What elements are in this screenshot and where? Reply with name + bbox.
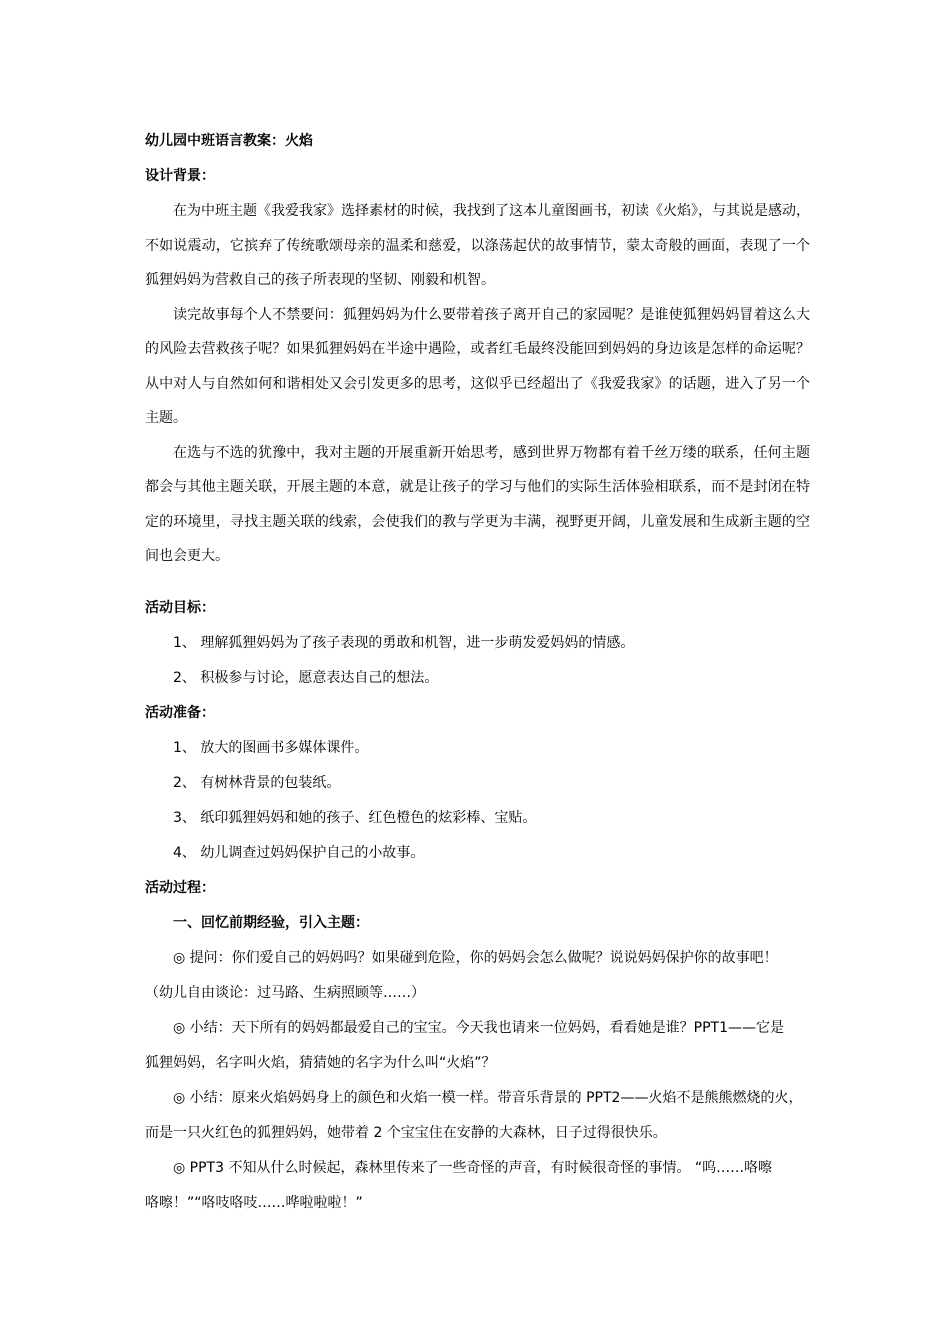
prep-item-2: 2、 有树林背景的包装纸。 [173, 774, 341, 791]
background-paragraph-1: 在为中班主题《我爱我家》选择素材的时候，我找到了这本儿童图画书，初读《火焰》，与其说是感动，不如说震动，它摈弃了传统歌颂母亲的温柔和慈爱，以涤荡起伏的故事情节，蒙太奇般的画面，表现了一个狐狸妈妈为营救自己的孩子所表现的坚韧、刚毅和机智。 [145, 203, 810, 288]
prep-item-1: 1、 放大的图画书多媒体课件。 [173, 739, 369, 756]
step1-item-4-first: ◎ PPT3 不知从什么时候起，森林里传来了一些奇怪的声音，有时候很奇怪的事情。 “呜……咯嚓 [173, 1159, 773, 1176]
process-heading: 活动过程： [145, 879, 215, 896]
step1-item-1 [145, 941, 810, 1011]
prep-item-4: 4、 幼儿调查过妈妈保护自己的小故事。 [173, 844, 425, 861]
background-paragraph-3: 在选与不选的犹豫中，我对主题的开展重新开始思考，感到世界万物都有着千丝万缕的联系，任何主题都会与其他主题关联，开展主题的本意，就是让孩子的学习与他们的实际生活体验相联系，而不是封闭在特定的环境里，寻找主题关联的线索，会使我们的教与学更为丰满，视野更开阔，儿童发展和生成新主题的空间也会更大。 [145, 444, 810, 564]
step1-heading: 一、回忆前期经验，引入主题： [173, 914, 369, 931]
goal-item-2: 2、 积极参与讨论，愿意表达自己的想法。 [173, 669, 439, 686]
document-page [145, 124, 810, 1221]
background-paragraph-2: 读完故事每个人不禁要问：狐狸妈妈为什么要带着孩子离开自己的家园呢？是谁使狐狸妈妈冒着这么大的风险去营救孩子呢？如果狐狸妈妈在半途中遇险，或者红毛最终没能回到妈妈的身边该是怎样的命运呢？从中对人与自然如何和谐相处又会引发更多的思考，这似乎已经超出了《我爱我家》的话题，进入了另一个主题。 [145, 306, 810, 426]
step1-item-4-rest: 咯嚓！”“咯吱咯吱……哗啦啦啦！” [145, 1194, 363, 1211]
document-title: 幼儿园中班语言教案：火焰 [145, 133, 313, 149]
step1-item-4 [145, 1151, 810, 1221]
step1-item-2-first: ◎ 小结：天下所有的妈妈都最爱自己的宝宝。今天我也请来一位妈妈，看看她是谁？PPT1——它是 [173, 1019, 785, 1036]
step1-item-3-first: ◎ 小结：原来火焰妈妈身上的颜色和火焰一模一样。带音乐背景的 PPT2——火焰不是熊熊燃烧的火， [173, 1089, 803, 1106]
step1-item-1-rest: （幼儿自由谈论：过马路、生病照顾等……） [145, 984, 425, 1001]
goal-item-1: 1、 理解狐狸妈妈为了孩子表现的勇敢和机智，进一步萌发爱妈妈的情感。 [173, 634, 635, 651]
step1-item-1-first: ◎ 提问：你们爱自己的妈妈吗？如果碰到危险，你的妈妈会怎么做呢？说说妈妈保护你的故事吧！ [173, 949, 778, 966]
step1-item-3 [145, 1081, 810, 1151]
step1-item-2-rest: 狐狸妈妈，名字叫火焰，猜猜她的名字为什么叫“火焰”？ [145, 1054, 496, 1071]
prep-heading: 活动准备： [145, 704, 215, 721]
step1-item-3-rest: 而是一只火红色的狐狸妈妈，她带着 2 个宝宝住在安静的大森林，日子过得很快乐。 [145, 1124, 667, 1141]
section-gap [145, 574, 810, 591]
goals-heading: 活动目标： [145, 599, 215, 616]
prep-item-3: 3、 纸印狐狸妈妈和她的孩子、红色橙色的炫彩棒、宝贴。 [173, 809, 537, 826]
background-heading: 设计背景： [145, 168, 215, 184]
step1-item-2 [145, 1011, 810, 1081]
